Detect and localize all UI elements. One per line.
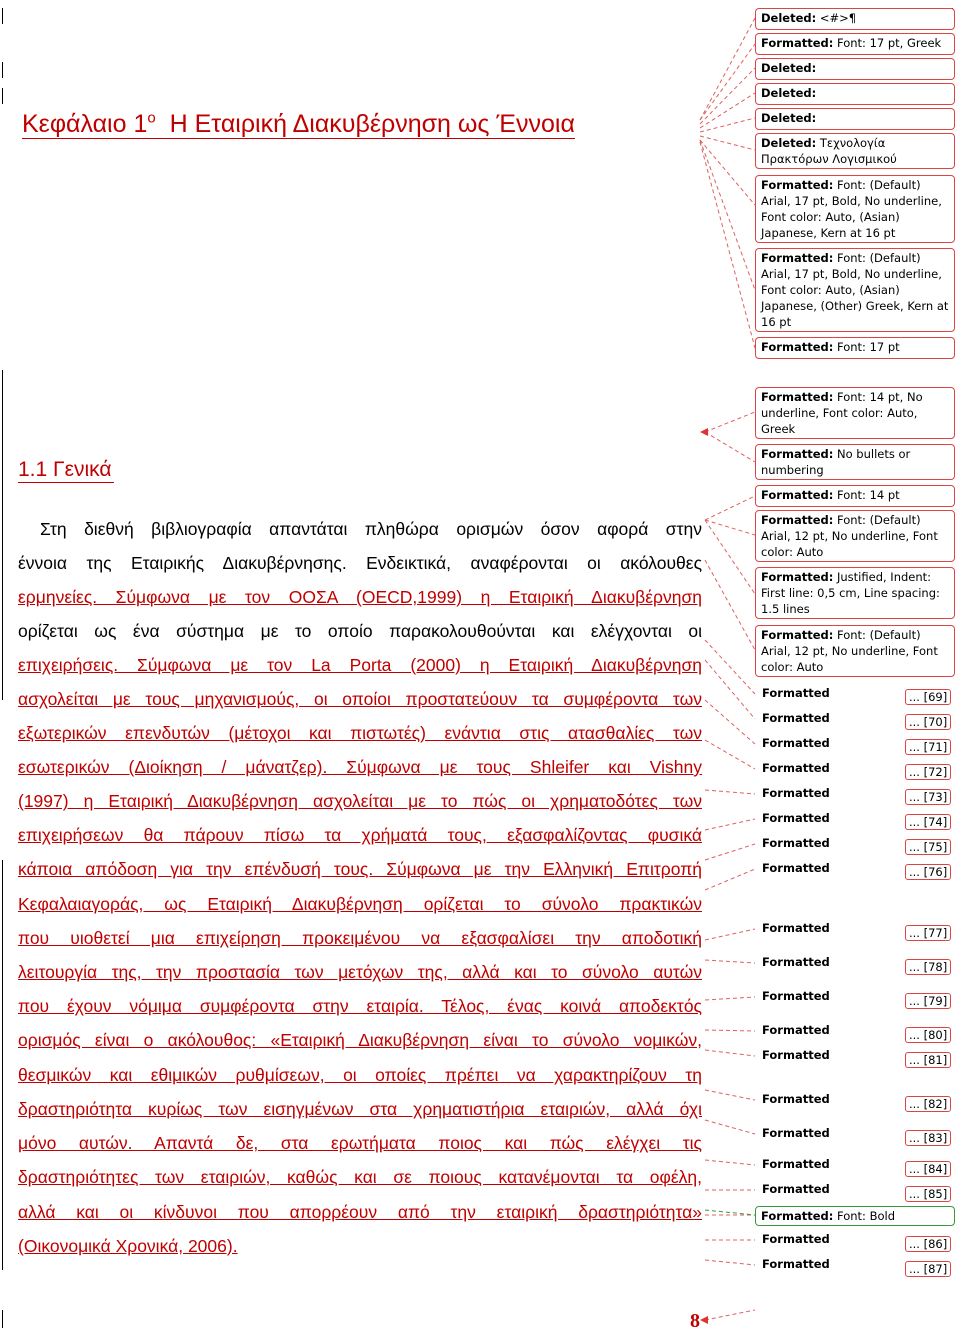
paragraph-line: επιχειρήσεις. Σύμφωνα με τον La Porta (2000) η Εταιρική Διακυβέρνηση <box>18 655 702 675</box>
formatted-reference-link[interactable]: ... [77] <box>905 925 951 941</box>
formatted-reference-link[interactable]: ... [81] <box>905 1052 951 1068</box>
page-number: 8 <box>690 1310 700 1332</box>
balloon-text: Font: 17 pt <box>833 340 900 354</box>
formatted-label: Formatted <box>762 811 830 825</box>
balloon-text: Font: 14 pt <box>833 488 900 502</box>
paragraph-line: ασχολείται με τους μηχανισμούς, οι οποίοι προστατεύουν τα συμφέροντα των <box>18 689 702 709</box>
balloon-label: Formatted: <box>761 513 834 527</box>
formatted-reference-link[interactable]: ... [87] <box>905 1261 951 1277</box>
balloon-label: Deleted: <box>761 86 817 100</box>
formatted-label: Formatted <box>762 736 830 750</box>
balloon-text: Font: (Default) Arial, 17 pt, Bold, No underline, Font color: Auto, (Asian) Japanese, (Other) Greek, Kern at 16 pt <box>761 251 949 329</box>
paragraph-line: δραστηριότητα κυρίως των εισηγμένων στα χρηματιστήρια εταιριών, αλλά όχι <box>18 1099 702 1119</box>
paragraph-line: επιχειρήσεων θα πάρουν πίσω τα χρήματά τους, εξασφαλίζοντας φυσικά <box>18 825 702 845</box>
balloon-text: Font: (Default) Arial, 12 pt, No underline, Font color: Auto <box>761 628 938 674</box>
formatted-label: Formatted <box>762 1126 830 1140</box>
formatted-reference-link[interactable]: ... [76] <box>905 864 951 880</box>
paragraph-line: ερμηνείες. Σύμφωνα με τον ΟΟΣΑ (OECD,1999) η Εταιρική Διακυβέρνηση <box>18 587 702 607</box>
revision-balloon[interactable] <box>755 133 955 169</box>
formatted-reference-link[interactable]: ... [72] <box>905 764 951 780</box>
paragraph-line: ορισμός είναι ο ακόλουθος: «Εταιρική Διακυβέρνηση είναι το σύνολο νομικών, <box>18 1030 702 1050</box>
revision-balloon[interactable] <box>755 444 955 480</box>
revision-balloon[interactable] <box>755 175 955 243</box>
chapter-title-part2: Η Εταιρική Διακυβέρνηση ως Έννοια <box>169 110 575 139</box>
formatted-label: Formatted <box>762 686 830 700</box>
formatted-reference-link[interactable]: ... [85] <box>905 1186 951 1202</box>
paragraph-line: Στη διεθνή βιβλιογραφία απαντάται πληθώρα ορισμών όσον αφορά στην <box>40 519 702 539</box>
balloon-label: Deleted: <box>761 61 817 75</box>
chapter-title-part1: Κεφάλαιο 1 <box>22 110 148 139</box>
balloon-label: Formatted: <box>761 570 834 584</box>
balloon-text: Font: (Default) Arial, 12 pt, No underline, Font color: Auto <box>761 513 938 559</box>
formatted-reference-link[interactable]: ... [82] <box>905 1096 951 1112</box>
paragraph-line: λειτουργία της, την προστασία των μετόχων της, αλλά και το σύνολο αυτών <box>18 962 702 982</box>
formatted-reference-link[interactable]: ... [79] <box>905 993 951 1009</box>
revision-balloon[interactable] <box>755 108 955 130</box>
balloon-label: Deleted: <box>761 11 817 25</box>
chapter-superscript: ο <box>147 110 156 127</box>
revision-balloon[interactable] <box>755 337 955 359</box>
formatted-reference-link[interactable]: ... [73] <box>905 789 951 805</box>
revision-balloon[interactable] <box>755 510 955 562</box>
balloon-text: <#>¶ <box>816 11 857 25</box>
formatted-label: Formatted <box>762 786 830 800</box>
paragraph-line: κάποια απόδοση για την επένδυσή τους. Σύμφωνα με την Ελληνική Επιτροπή <box>18 859 702 879</box>
formatted-label: Formatted <box>762 711 830 725</box>
balloon-text: Font: 14 pt, No underline, Font color: Auto, Greek <box>761 390 923 436</box>
balloon-label: Formatted: <box>761 1209 834 1223</box>
revision-balloon[interactable] <box>755 625 955 677</box>
formatted-label: Formatted <box>762 861 830 875</box>
balloon-label: Formatted: <box>761 36 834 50</box>
paragraph-line: εσωτερικών (Διοίκηση / μάνατζερ). Σύμφωνα με τους Shleifer και Vishny <box>18 757 702 777</box>
formatted-reference-link[interactable]: ... [74] <box>905 814 951 830</box>
paragraph-line: που έχουν νόμιμα συμφέροντα στην εταιρία. Τέλος, ένας κοινά αποδεκτός <box>18 996 702 1016</box>
formatted-label: Formatted <box>762 1048 830 1062</box>
formatted-label: Formatted <box>762 955 830 969</box>
paragraph-line: (Οικονομικά Χρονικά, 2006). <box>18 1236 238 1256</box>
formatted-label: Formatted <box>762 836 830 850</box>
formatted-label: Formatted <box>762 1232 830 1246</box>
formatted-reference-link[interactable]: ... [75] <box>905 839 951 855</box>
revision-balloon[interactable] <box>755 248 955 332</box>
revision-balloon[interactable] <box>755 83 955 105</box>
revision-balloon[interactable] <box>755 8 955 30</box>
formatted-label: Formatted <box>762 1023 830 1037</box>
balloon-label: Formatted: <box>761 340 834 354</box>
paragraph-line: ορίζεται ως ένα σύστημα με το οποίο παρακολουθούνται και ελέγχονται οι <box>18 621 702 641</box>
paragraph-line: μόνο αυτών. Απαντά δε, στα ερωτήματα ποιος και πώς ελέγχει τις <box>18 1133 702 1153</box>
balloon-label: Formatted: <box>761 178 834 192</box>
balloon-label: Formatted: <box>761 488 834 502</box>
formatted-reference-link[interactable]: ... [86] <box>905 1236 951 1252</box>
revision-balloon[interactable] <box>755 387 955 439</box>
formatted-reference-link[interactable]: ... [78] <box>905 959 951 975</box>
balloon-text: Font: Bold <box>833 1209 895 1223</box>
paragraph-line: Κεφαλαιαγοράς, ως Εταιρική Διακυβέρνηση ορίζεται το σύνολο πρακτικών <box>18 894 702 914</box>
paragraph-line: αλλά και οι κίνδυνοι που απορρέουν από την εταιρική δραστηριότητα» <box>18 1202 702 1222</box>
paragraph-line: έννοια της Εταιρικής Διακυβέρνησης. Ενδεικτικά, αναφέρονται οι ακόλουθες <box>18 553 702 573</box>
formatted-bold-balloon[interactable] <box>755 1206 955 1226</box>
formatted-label: Formatted <box>762 921 830 935</box>
balloon-label: Formatted: <box>761 447 834 461</box>
formatted-reference-link[interactable]: ... [71] <box>905 739 951 755</box>
paragraph-line: που υιοθετεί μια επιχείρηση προκειμένου να εξασφαλίσει την αποδοτική <box>18 928 702 948</box>
balloon-text: Font: (Default) Arial, 17 pt, Bold, No underline, Font color: Auto, (Asian) Japanese, Kern at 16 pt <box>761 178 942 240</box>
paragraph-line: (1997) η Εταιρική Διακυβέρνηση ασχολείται με το πώς οι χρηματοδότες των <box>18 791 702 811</box>
revision-balloon[interactable] <box>755 567 955 619</box>
formatted-label: Formatted <box>762 1182 830 1196</box>
formatted-reference-link[interactable]: ... [83] <box>905 1130 951 1146</box>
balloon-text: Τεχνολογία Πρακτόρων Λογισμικού <box>761 136 897 166</box>
formatted-label: Formatted <box>762 989 830 1003</box>
formatted-label: Formatted <box>762 761 830 775</box>
revision-balloon[interactable] <box>755 33 955 55</box>
formatted-reference-link[interactable]: ... [69] <box>905 689 951 705</box>
chapter-title <box>22 110 575 139</box>
balloon-label: Deleted: <box>761 136 817 150</box>
balloon-text: No bullets or numbering <box>761 447 911 477</box>
revision-balloon[interactable] <box>755 58 955 80</box>
balloon-label: Formatted: <box>761 251 834 265</box>
paragraph-line: δραστηριότητες των εταιριών, καθώς και σε ποιους κατανέμονται τα οφέλη, <box>18 1167 702 1187</box>
revision-balloon[interactable] <box>755 485 955 507</box>
balloon-label: Deleted: <box>761 111 817 125</box>
section-heading: 1.1 Γενικά <box>18 458 112 481</box>
balloon-text: Font: 17 pt, Greek <box>833 36 942 50</box>
formatted-label: Formatted <box>762 1092 830 1106</box>
balloon-text: Justified, Indent: First line: 0,5 cm, Line spacing: 1.5 lines <box>761 570 940 616</box>
formatted-reference-link[interactable]: ... [70] <box>905 714 951 730</box>
balloon-label: Formatted: <box>761 628 834 642</box>
formatted-reference-link[interactable]: ... [80] <box>905 1027 951 1043</box>
formatted-reference-link[interactable]: ... [84] <box>905 1161 951 1177</box>
paragraph-line: θεσμικών και εθιμικών ρυθμίσεων, οι οποίες πρέπει να χαρακτηρίζουν τη <box>18 1065 702 1085</box>
formatted-label: Formatted <box>762 1257 830 1271</box>
balloon-label: Formatted: <box>761 390 834 404</box>
paragraph-line: εξωτερικών επενδυτών (μέτοχοι και πιστωτές) ενάντια στις ατασθαλίες των <box>18 723 702 743</box>
formatted-label: Formatted <box>762 1157 830 1171</box>
